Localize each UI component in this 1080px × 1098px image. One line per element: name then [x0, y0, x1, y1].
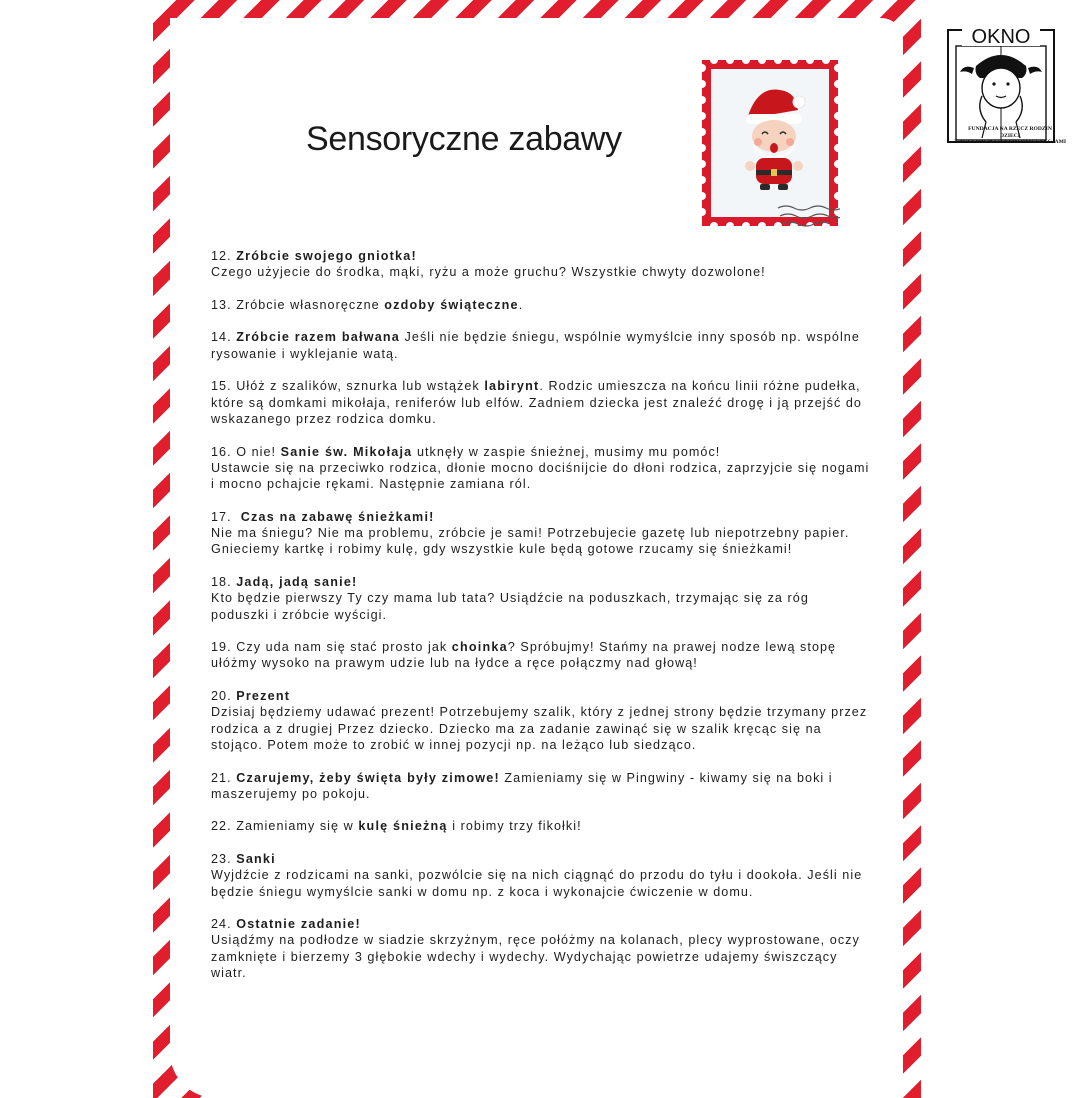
- item-heading: 24. Ostatnie zadanie!: [211, 917, 361, 932]
- item-heading: 14. Zróbcie razem bałwana Jeśli nie będzie śniegu, wspólnie wymyślcie inny sposób np. wspólne rysowanie i wyklejanie watą.: [211, 330, 860, 361]
- item-heading: 23. Sanki: [211, 851, 276, 866]
- item-heading: 15. Ułóż z szalików, sznurka lub wstążek labirynt. Rodzic umieszcza na końcu linii różne pudełka, które są domkami mikołaja, reniferów lub elfów. Zadniem dziecka jest znaleźć drogę i ją przejść do wskazanego przez rodzica domku.: [211, 379, 862, 426]
- item-text: Ustawcie się na przeciwko rodzica, dłonie mocno dociśnijcie do dłoni rodzica, zaprzyjcie się nogami i mocno pchajcie rękami. Następnie zamiana ról.: [211, 460, 870, 492]
- santa-stamp: [700, 58, 840, 230]
- item-text: Wyjdźcie z rodzicami na sanki, pozwólcie się na nich ciągnąć do przodu do tyłu i dookoła. Jeśli nie będzie śniegu wymyślcie sanki w domu np. z koca i wykonajcie ćwiczenie w domu.: [211, 868, 863, 899]
- logo-caption: [946, 126, 1074, 146]
- activity-item-18: [211, 574, 871, 623]
- logo-caption-line: Z AUTYZMEM I INNYMI DYSFUNKCJAMI: [953, 139, 1067, 146]
- activity-item-13: [211, 297, 871, 313]
- item-heading: 13. Zróbcie własnoręczne ozdoby świąteczne.: [211, 297, 524, 312]
- item-heading: 16. O nie! Sanie św. Mikołaja utknęły w zaspie śnieżnej, musimy mu pomóc!: [211, 444, 721, 459]
- activity-item-23: [211, 851, 871, 900]
- item-heading: 20. Prezent: [211, 689, 291, 704]
- item-text: Czego użyjecie do środka, mąki, ryżu a może gruchu? Wszystkie chwyty dozwolone!: [211, 265, 766, 280]
- item-heading: 19. Czy uda nam się stać prosto jak choinka? Spróbujmy! Stańmy na prawej nodze lewą stopę ułóżmy wysoko na prawym udzie lub na łydce a ręce połączmy nad głową!: [211, 640, 837, 671]
- activity-item-12: [211, 248, 871, 281]
- activity-item-16: [211, 444, 871, 493]
- activity-item-19: [211, 639, 871, 672]
- item-heading: 21. Czarujemy, żeby święta były zimowe! Zamieniamy się w Pingwiny - kiwamy się na boki i maszerujemy po pokoju.: [211, 770, 833, 801]
- logo-caption-line: DZIECI: [1000, 132, 1020, 139]
- page-title: Sensoryczne zabawy: [306, 120, 622, 158]
- item-text: Kto będzie pierwszy Ty czy mama lub tata? Usiądźcie na poduszkach, trzymając się za róg poduszki i zróbcie wyścigi.: [211, 591, 809, 622]
- activity-item-20: [211, 688, 871, 753]
- item-text: Dzisiaj będziemy udawać prezent! Potrzebujemy szalik, który z jednej strony będzie trzymany przez rodzica a z drugiej Przez dziecko. Dziecko ma za zadanie zawinąć się w szalik kręcąc się na stojąco. Potem może to zrobić w innej pozycji np. na leżąco lub siedząco.: [211, 705, 868, 752]
- activity-list: [211, 248, 871, 998]
- activity-item-17: [211, 509, 871, 558]
- logo-caption-line: FUNDACJA NA RZECZ RODZIN: [968, 126, 1052, 132]
- activity-item-22: [211, 818, 871, 834]
- activity-item-15: [211, 378, 871, 427]
- activity-item-21: [211, 770, 871, 803]
- item-heading: 18. Jadą, jadą sanie!: [211, 574, 358, 589]
- item-heading: 22. Zamieniamy się w kulę śnieżną i robimy trzy fikołki!: [211, 819, 582, 834]
- item-text: Usiądźmy na podłodze w siadzie skrzyżnym, ręce połóżmy na kolanach, plecy wyprostowane, oczy zamknięte i bierzemy 3 głębokie wdechy i wydechy. Wydychając powietrze udajemy świszczący wiatr.: [211, 933, 860, 981]
- activity-item-24: [211, 916, 871, 981]
- logo-text: OKNO: [971, 26, 1031, 48]
- activity-item-14: [211, 329, 871, 362]
- item-text: Nie ma śniegu? Nie ma problemu, zróbcie je sami! Potrzebujecie gazetę lub niepotrzebny papier. Gnieciemy kartkę i robimy kulę, gdy wszystkie kule będą gotowe rzucamy się śnieżkami!: [211, 526, 850, 557]
- item-heading: 17. Czas na zabawę śnieżkami!: [211, 509, 435, 524]
- item-heading: 12. Zróbcie swojego gniotka!: [211, 249, 417, 263]
